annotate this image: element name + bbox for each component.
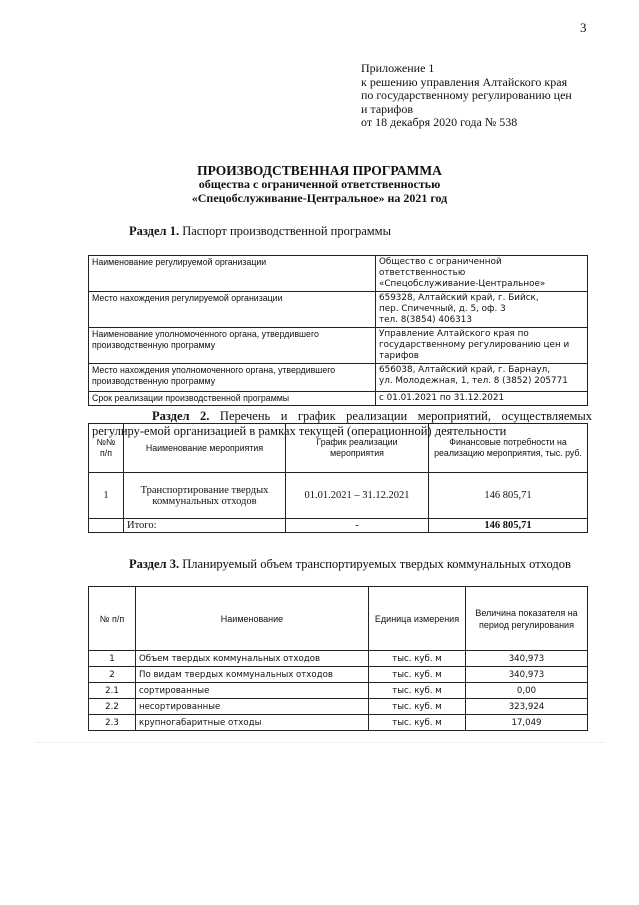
- cell-line: Управление Алтайского края по: [379, 329, 529, 339]
- table-row: [89, 473, 588, 519]
- scan-artifact-line: [35, 742, 605, 743]
- table-cell: [376, 364, 588, 392]
- title-line: ПРОИЗВОДСТВЕННАЯ ПРОГРАММА: [197, 163, 442, 178]
- table-cell: 2.2: [89, 699, 136, 715]
- table-cell: 1: [89, 473, 124, 519]
- table-cell: тыс. куб. м: [369, 699, 466, 715]
- table-cell: тыс. куб. м: [369, 667, 466, 683]
- table-cell: тыс. куб. м: [369, 683, 466, 699]
- header-cell: Единица измерения: [369, 587, 466, 651]
- table-row: [89, 292, 588, 328]
- table-cell: 2: [89, 667, 136, 683]
- table-cell: Транспортирование твердых коммунальных отходов: [124, 473, 286, 519]
- section-3-heading: [129, 557, 571, 572]
- table-cell: 2.3: [89, 715, 136, 731]
- header-cell: Наименование мероприятия: [124, 424, 286, 473]
- volume-table: [88, 586, 588, 731]
- table-cell: [376, 292, 588, 328]
- table-cell: 2.1: [89, 683, 136, 699]
- table-cell: 340,973: [466, 651, 588, 667]
- header-cell: График реализации мероприятия: [286, 424, 429, 473]
- table-cell: 0,00: [466, 683, 588, 699]
- document-title: [0, 163, 639, 205]
- appendix-line: и тарифов: [361, 101, 414, 116]
- cell-line: ул. Молодежная, 1, тел. 8 (3852) 205771: [379, 376, 568, 386]
- table-header-row: [89, 424, 588, 473]
- header-cell: № п/п: [89, 587, 136, 651]
- appendix-line: к решению управления Алтайского края: [361, 74, 568, 89]
- table-cell: 1: [89, 651, 136, 667]
- appendix-line: Приложение 1: [361, 61, 435, 75]
- table-cell: 01.01.2021 – 31.12.2021: [286, 473, 429, 519]
- table-cell: крупногабаритные отходы: [136, 715, 369, 731]
- cell-line: пер. Спичечный, д. 5, оф. 3: [379, 304, 506, 314]
- table-cell: 17,049: [466, 715, 588, 731]
- table-cell: [376, 256, 588, 292]
- total-row: [89, 519, 588, 533]
- table-cell: 323,924: [466, 699, 588, 715]
- appendix-block: [361, 62, 572, 130]
- table-cell: Наименование регулируемой организации: [89, 256, 376, 292]
- table-cell: Объем твердых коммунальных отходов: [136, 651, 369, 667]
- table-row: [89, 328, 588, 364]
- cell-line: тел. 8(3854) 406313: [379, 315, 472, 325]
- section-1-heading: [129, 224, 391, 239]
- table-cell: 146 805,71: [429, 473, 588, 519]
- header-cell: Наименование: [136, 587, 369, 651]
- table-cell: сортированные: [136, 683, 369, 699]
- header-cell: Финансовые потребности на реализацию мероприятия, тыс. руб.: [429, 424, 588, 473]
- table-cell: [376, 392, 588, 406]
- table-cell: [376, 328, 588, 364]
- table-cell: Место нахождения регулируемой организации: [89, 292, 376, 328]
- section-text: Планируемый объем транспортируемых твердых коммунальных отходов: [182, 557, 571, 571]
- table-cell: 146 805,71: [429, 519, 588, 533]
- table-row: [89, 667, 588, 683]
- table-row: [89, 651, 588, 667]
- header-cell: №№ п/п: [89, 424, 124, 473]
- table-cell: несортированные: [136, 699, 369, 715]
- table-row: [89, 699, 588, 715]
- table-cell: [89, 519, 124, 533]
- table-row: [89, 364, 588, 392]
- table-row: [89, 256, 588, 292]
- appendix-line: от 18 декабря 2020 года № 538: [361, 115, 518, 129]
- title-line: общества с ограниченной ответственностью: [198, 177, 441, 191]
- page-number: 3: [580, 20, 587, 35]
- table-cell: По видам твердых коммунальных отходов: [136, 667, 369, 683]
- cell-line: государственному регулированию цен и: [379, 340, 570, 350]
- appendix-line: по государственному регулированию цен: [361, 88, 572, 102]
- passport-table: [88, 255, 588, 406]
- table-cell: Место нахождения уполномоченного органа, утвердившего производственную программу: [89, 364, 376, 392]
- title-line: «Спецобслуживание-Центральное» на 2021 год: [191, 190, 448, 205]
- cell-line: 656038, Алтайский край, г. Барнаул,: [379, 365, 551, 375]
- table-row: [89, 683, 588, 699]
- table-row: [89, 392, 588, 406]
- table-cell: Срок реализации производственной программы: [89, 392, 376, 406]
- cell-line: с 01.01.2021 по 31.12.2021: [379, 393, 505, 403]
- cell-line: «Спецобслуживание-Центральное»: [379, 279, 546, 289]
- section-label: Раздел 1.: [129, 224, 180, 238]
- table-cell: Итого:: [124, 519, 286, 533]
- header-cell: Величина показателя на период регулирования: [466, 587, 588, 651]
- table-cell: тыс. куб. м: [369, 715, 466, 731]
- section-text: Перечень и график реализации мероприятий, осуществляемых регулиру-емой организацией в рамках текущей (операционной) деятельности: [92, 409, 592, 438]
- section-text: Паспорт производственной программы: [182, 224, 391, 238]
- cell-line: 659328, Алтайский край, г. Бийск,: [379, 293, 539, 303]
- table-cell: Наименование уполномоченного органа, утвердившего производственную программу: [89, 328, 376, 364]
- table-cell: -: [286, 519, 429, 533]
- cell-line: Общество с ограниченной ответственностью: [379, 257, 502, 278]
- section-label: Раздел 2.: [152, 409, 210, 423]
- activities-table: [88, 423, 588, 533]
- cell-line: тарифов: [379, 351, 419, 361]
- table-row: [89, 715, 588, 731]
- table-cell: 340,973: [466, 667, 588, 683]
- section-label: Раздел 3.: [129, 557, 180, 571]
- table-header-row: [89, 587, 588, 651]
- table-cell: тыс. куб. м: [369, 651, 466, 667]
